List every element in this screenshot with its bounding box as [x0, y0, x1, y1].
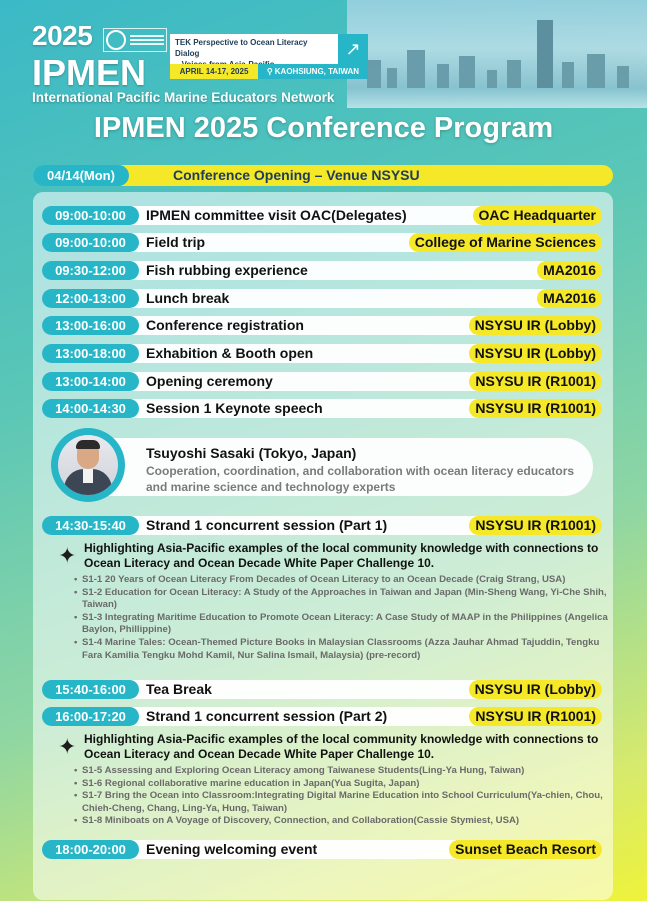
list-item: • S1-1 20 Years of Ocean Literacy From Decades of Ocean Literacy to an Ocean Decade (Craig Strang, USA)	[74, 574, 614, 587]
event-name: Lunch break	[146, 290, 230, 306]
brand-logo-text: IPMEN	[32, 52, 147, 93]
schedule-row	[42, 206, 602, 225]
event-location	[258, 64, 368, 79]
time-badge: 14:00-14:30	[42, 399, 139, 418]
time-badge: 13:00-16:00	[42, 316, 139, 335]
schedule-row	[42, 372, 602, 391]
venue-badge: NSYSU IR (Lobby)	[469, 680, 602, 699]
venue-badge: NSYSU IR (Lobby)	[469, 316, 602, 335]
arrow-up-right-icon: ↗	[338, 34, 368, 64]
venue-badge: Sunset Beach Resort	[449, 840, 602, 859]
schedule-row	[42, 840, 602, 859]
list-item: • S1-7 Bring the Ocean into Classroom:Integrating Digital Marine Education into School Curriculum(Ya-chien, Chou, Chieh-Cheng, Chang, Ling-Ya, Hung, Taiwan)	[74, 790, 614, 815]
list-item: • S1-6 Regional collaborative marine education in Japan(Yua Sugita, Japan)	[74, 778, 614, 791]
location-text: KAOHSIUNG, TAIWAN	[274, 67, 360, 76]
event-name: IPMEN committee visit OAC(Delegates)	[146, 207, 407, 223]
header	[0, 0, 647, 110]
time-badge: 14:30-15:40	[42, 516, 139, 535]
time-badge: 09:00-10:00	[42, 233, 139, 252]
organization-full-name: International Pacific Marine Educators Network	[32, 90, 335, 105]
organizer-logo	[103, 28, 167, 52]
schedule-row	[42, 344, 602, 363]
event-name: Evening welcoming event	[146, 841, 318, 857]
event-name: Fish rubbing experience	[146, 262, 308, 278]
venue-badge: MA2016	[537, 289, 602, 308]
list-item: • S1-5 Assessing and Exploring Ocean Literacy among Taiwanese Students(Ling-Ya Hung, Taiwan)	[74, 765, 614, 778]
speaker-topic: Cooperation, coordination, and collaboration with ocean literacy educators and marine science and technology experts	[146, 464, 575, 494]
venue-badge: College of Marine Sciences	[409, 233, 602, 252]
pin-icon: ⚲	[266, 67, 273, 76]
schedule-row	[42, 261, 602, 280]
schedule-row	[42, 707, 602, 726]
time-badge: 09:00-10:00	[42, 206, 139, 225]
schedule-row	[42, 399, 602, 418]
schedule-row	[42, 289, 602, 308]
time-badge: 16:00-17:20	[42, 707, 139, 726]
venue-badge: OAC Headquarter	[473, 206, 602, 225]
sparkle-icon: ✦	[58, 734, 77, 759]
schedule-row	[42, 233, 602, 252]
venue-badge: NSYSU IR (R1001)	[469, 516, 602, 535]
strand-heading: Highlighting Asia-Pacific examples of the local community knowledge with connections to Ocean Literacy and Ocean Decade White Paper Challenge 10.	[84, 732, 599, 761]
schedule-row	[42, 316, 602, 335]
talk-list	[74, 574, 614, 662]
strand-heading: Highlighting Asia-Pacific examples of the local community knowledge with connections to Ocean Literacy and Ocean Decade White Paper Challenge 10.	[84, 541, 599, 570]
event-name: Strand 1 concurrent session (Part 1)	[146, 517, 388, 533]
list-item: • S1-4 Marine Tales: Ocean-Themed Picture Books in Malaysian Classrooms (Azza Jauhar Ahmad Tajuddin, Tengku Fara Kamilia Tengku Mohd Kamil, Nur Salina Ismail, Malaysia) (pre-record)	[74, 637, 614, 662]
theme-line-1: TEK Perspective to Ocean Literacy Dialog	[175, 38, 308, 58]
schedule-row	[42, 516, 602, 535]
talk-list	[74, 765, 614, 828]
speaker-avatar	[51, 428, 125, 502]
list-item: • S1-8 Miniboats on A Voyage of Discovery, Connection, and Collaboration(Cassie Stymiest, USA)	[74, 815, 614, 828]
event-name: Opening ceremony	[146, 373, 273, 389]
day-header	[33, 165, 613, 186]
sparkle-icon: ✦	[58, 543, 77, 568]
year-label: 2025	[32, 20, 93, 51]
time-badge: 13:00-14:00	[42, 372, 139, 391]
venue-badge: MA2016	[537, 261, 602, 280]
time-badge: 15:40-16:00	[42, 680, 139, 699]
event-name: Strand 1 concurrent session (Part 2)	[146, 708, 388, 724]
event-name: Field trip	[146, 234, 206, 250]
venue-badge: NSYSU IR (R1001)	[469, 707, 602, 726]
event-name: Session 1 Keynote speech	[146, 400, 323, 416]
day-title: Conference Opening – Venue NSYSU	[173, 167, 420, 183]
time-badge: 09:30-12:00	[42, 261, 139, 280]
day-date: 04/14(Mon)	[33, 165, 129, 186]
event-name: Exhabition & Booth open	[146, 345, 314, 361]
time-badge: 12:00-13:00	[42, 289, 139, 308]
time-badge: 13:00-18:00	[42, 344, 139, 363]
list-item: • S1-3 Integrating Maritime Education to Promote Ocean Literacy: A Case Study of MAAP in the Philippines (Angelica Baylon, Phillippine)	[74, 612, 614, 637]
event-name: Tea Break	[146, 681, 212, 697]
time-badge: 18:00-20:00	[42, 840, 139, 859]
event-name: Conference registration	[146, 317, 304, 333]
venue-badge: NSYSU IR (Lobby)	[469, 344, 602, 363]
list-item: • S1-2 Education for Ocean Literacy: A Study of the Approaches in Taiwan and Japan (Min-Sheng Wang, Yi-Che Shih, Taiwan)	[74, 587, 614, 612]
city-skyline-image	[347, 0, 647, 108]
venue-badge: NSYSU IR (R1001)	[469, 372, 602, 391]
page-title: IPMEN 2025 Conference Program	[93, 112, 554, 144]
venue-badge: NSYSU IR (R1001)	[469, 399, 602, 418]
theme-box	[170, 34, 338, 64]
speaker-name: Tsuyoshi Sasaki (Tokyo, Japan)	[146, 445, 357, 461]
event-dates: APRIL 14-17, 2025	[170, 64, 258, 79]
schedule-row	[42, 680, 602, 699]
